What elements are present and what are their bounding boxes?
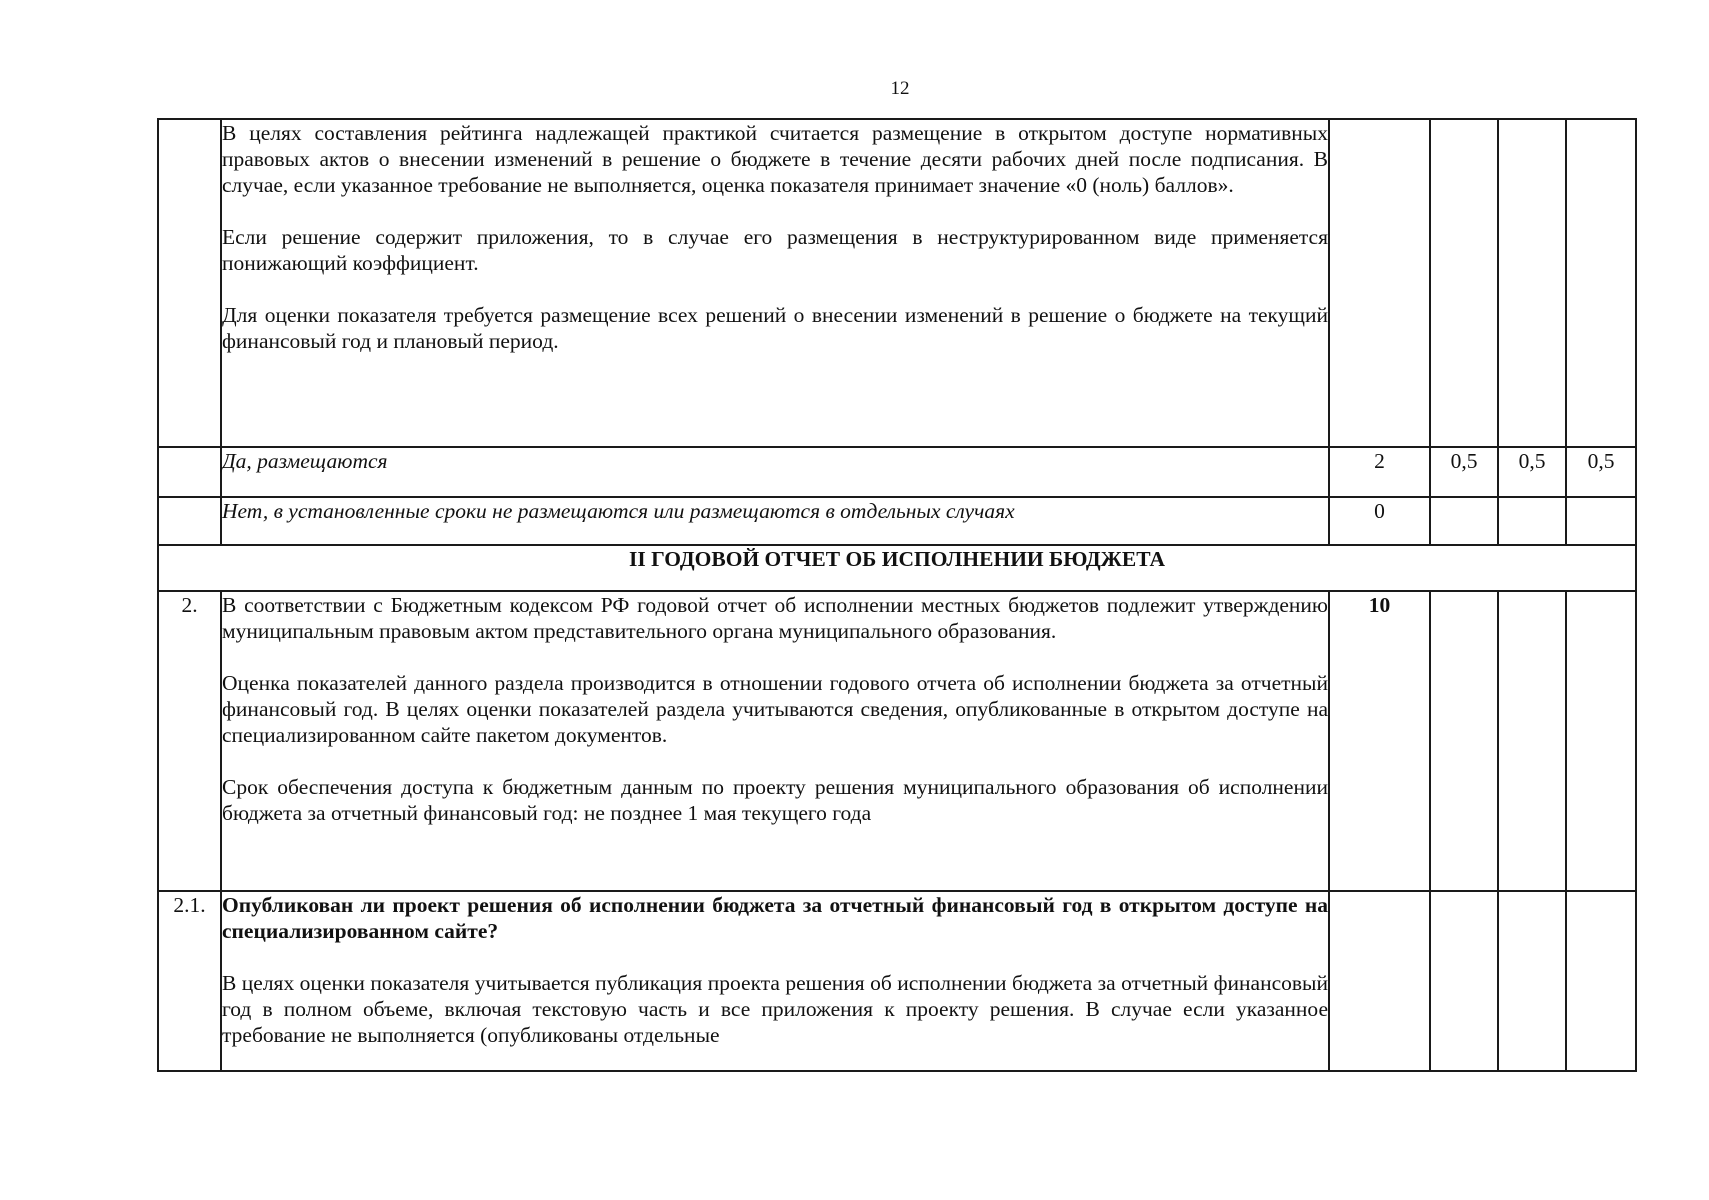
- section-2-1-description: [221, 891, 1329, 1071]
- section-2-c2-cell: [1498, 591, 1566, 891]
- intro-paragraph: Если решение содержит приложения, то в случае его размещения в неструктурированном виде применяется понижающий коэффициент.: [222, 225, 1328, 275]
- intro-row: [158, 119, 1636, 447]
- section-2-1-number: 2.1.: [158, 891, 221, 1071]
- option-score: 2: [1329, 447, 1430, 497]
- section-2-1-question: Опубликован ли проект решения об исполнении бюджета за отчетный финансовый год в открытом доступе на специализированном сайте?: [222, 893, 1328, 943]
- intro-c2-cell: [1498, 119, 1566, 447]
- section-2-paragraph: В соответствии с Бюджетным кодексом РФ годовой отчет об исполнении местных бюджетов подлежит утверждению муниципальным правовым актом представительного органа муниципального образования.: [222, 593, 1328, 643]
- option-number-cell: [158, 447, 221, 497]
- intro-description-cell: [221, 119, 1329, 447]
- intro-number-cell: [158, 119, 221, 447]
- intro-paragraph: В целях составления рейтинга надлежащей практикой считается размещение в открытом доступе нормативных правовых актов о внесении изменений в решение о бюджете в течение десяти рабочих дней после подписания. В случае, если указанное требование не выполняется, оценка показателя принимает значение «0 (ноль) баллов».: [222, 121, 1328, 197]
- section-2-1-score-cell: [1329, 891, 1430, 1071]
- section-2-c3-cell: [1566, 591, 1636, 891]
- intro-c1-cell: [1430, 119, 1498, 447]
- section-header-row: [158, 545, 1636, 591]
- section-2-row: [158, 591, 1636, 891]
- option-label: Да, размещаются: [221, 447, 1329, 497]
- section-2-1-paragraph: В целях оценки показателя учитывается публикация проекта решения об исполнении бюджета за отчетный финансовый год в полном объеме, включая текстовую часть и все приложения к проекту решения. В случае если указанное требование не выполняется (опубликованы отдельные: [222, 971, 1328, 1047]
- intro-paragraph: Для оценки показателя требуется размещение всех решений о внесении изменений в решение о бюджете на текущий финансовый год и плановый период.: [222, 303, 1328, 353]
- rating-table: [157, 118, 1637, 1072]
- option-coef-3: 0,5: [1566, 447, 1636, 497]
- section-2-1-c1-cell: [1430, 891, 1498, 1071]
- section-2-c1-cell: [1430, 591, 1498, 891]
- section-2-score: 10: [1329, 591, 1430, 891]
- option-label: Нет, в установленные сроки не размещаются или размещаются в отдельных случаях: [221, 497, 1329, 545]
- section-2-description: [221, 591, 1329, 891]
- section-2-1-c2-cell: [1498, 891, 1566, 1071]
- option-score: 0: [1329, 497, 1430, 545]
- option-row-yes: [158, 447, 1636, 497]
- page-number: 12: [890, 78, 910, 99]
- intro-c3-cell: [1566, 119, 1636, 447]
- option-number-cell: [158, 497, 221, 545]
- section-2-number: 2.: [158, 591, 221, 891]
- section-2-1-row: [158, 891, 1636, 1071]
- section-2-paragraph: Оценка показателей данного раздела производится в отношении годового отчета об исполнении бюджета за отчетный финансовый год. В целях оценки показателей раздела учитываются сведения, опубликованные в открытом доступе на специализированном сайте пакетом документов.: [222, 671, 1328, 747]
- option-row-no: [158, 497, 1636, 545]
- section-2-paragraph: Срок обеспечения доступа к бюджетным данным по проекту решения муниципального образования об исполнении бюджета за отчетный финансовый год: не позднее 1 мая текущего года: [222, 775, 1328, 825]
- option-coef-3: [1566, 497, 1636, 545]
- option-coef-2: 0,5: [1498, 447, 1566, 497]
- option-coef-1: [1430, 497, 1498, 545]
- intro-score-cell: [1329, 119, 1430, 447]
- section-title: II ГОДОВОЙ ОТЧЕТ ОБ ИСПОЛНЕНИИ БЮДЖЕТА: [158, 545, 1636, 591]
- section-2-1-c3-cell: [1566, 891, 1636, 1071]
- option-coef-1: 0,5: [1430, 447, 1498, 497]
- option-coef-2: [1498, 497, 1566, 545]
